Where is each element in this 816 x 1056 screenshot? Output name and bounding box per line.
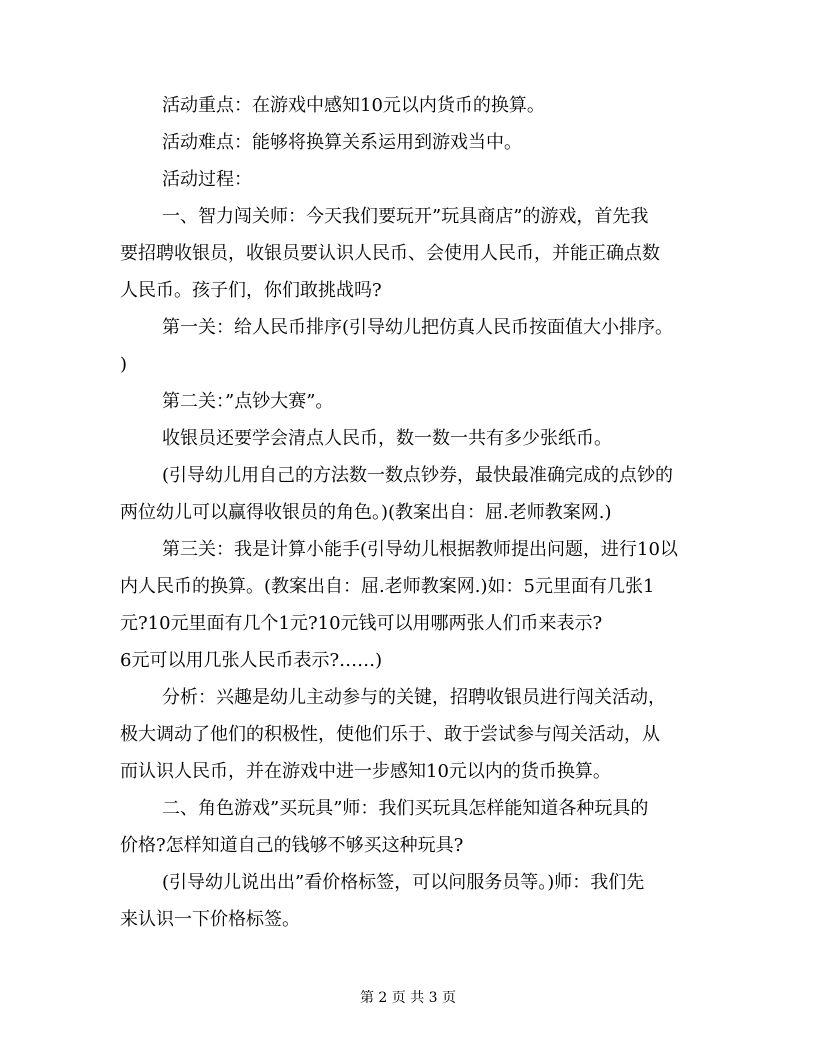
- text-line: 收银员还要学会清点人民币，数一数一共有多少张纸币。: [162, 428, 612, 449]
- text-line: 一、智力闯关师：今天我们要玩开”玩具商店”的游戏，首先我: [162, 206, 649, 227]
- text-line: 来认识一下价格标签。: [120, 909, 300, 930]
- text-line: 元?10元里面有几个1元?10元钱可以用哪两张人们币来表示?: [120, 613, 603, 634]
- text-line: (引导幼儿用自己的方法数一数点钞券，最快最准确完成的点钞的: [162, 465, 674, 486]
- text-line: 6元可以用几张人民币表示?……): [120, 650, 383, 671]
- page-number-footer: 第 2 页 共 3 页: [359, 990, 457, 1006]
- text-line: 极大调动了他们的积极性，使他们乐于、敢于尝试参与闯关活动，从: [120, 724, 660, 745]
- text-line: 第三关：我是计算小能手(引导幼儿根据教师提出问题，进行10以: [162, 539, 678, 560]
- text-line: 第一关：给人民币排序(引导幼儿把仿真人民币按面值大小排序。: [162, 317, 674, 338]
- text-line: 要招聘收银员，收银员要认识人民币、会使用人民币，并能正确点数: [120, 243, 660, 264]
- text-line: 二、角色游戏”买玩具”师：我们买玩具怎样能知道各种玩具的: [162, 798, 649, 819]
- text-line-difficulty: 活动难点：能够将换算关系运用到游戏当中。: [162, 132, 522, 153]
- text-line-focus: 活动重点：在游戏中感知10元以内货币的换算。: [162, 95, 545, 116]
- text-line: 而认识人民币，并在游戏中进一步感知10元以内的货币换算。: [120, 761, 611, 782]
- text-line: 两位幼儿可以赢得收银员的角色。)(教案出自：屈.老师教案网.): [120, 502, 612, 523]
- text-line: 分析：兴趣是幼儿主动参与的关键，招聘收银员进行闯关活动，: [162, 687, 666, 708]
- text-line-process-heading: 活动过程：: [162, 169, 252, 190]
- text-line: 内人民币的换算。(教案出自：屈.老师教案网.)如：5元里面有几张1: [120, 576, 655, 597]
- text-line: 第二关：”点钞大赛”。: [162, 391, 334, 412]
- text-line: (引导幼儿说出出”看价格标签，可以问服务员等。)师：我们先: [162, 872, 645, 893]
- text-line: ): [120, 354, 128, 375]
- text-line: 人民币。孩子们，你们敢挑战吗?: [120, 280, 382, 301]
- text-line: 价格?怎样知道自己的钱够不够买这种玩具?: [120, 835, 464, 856]
